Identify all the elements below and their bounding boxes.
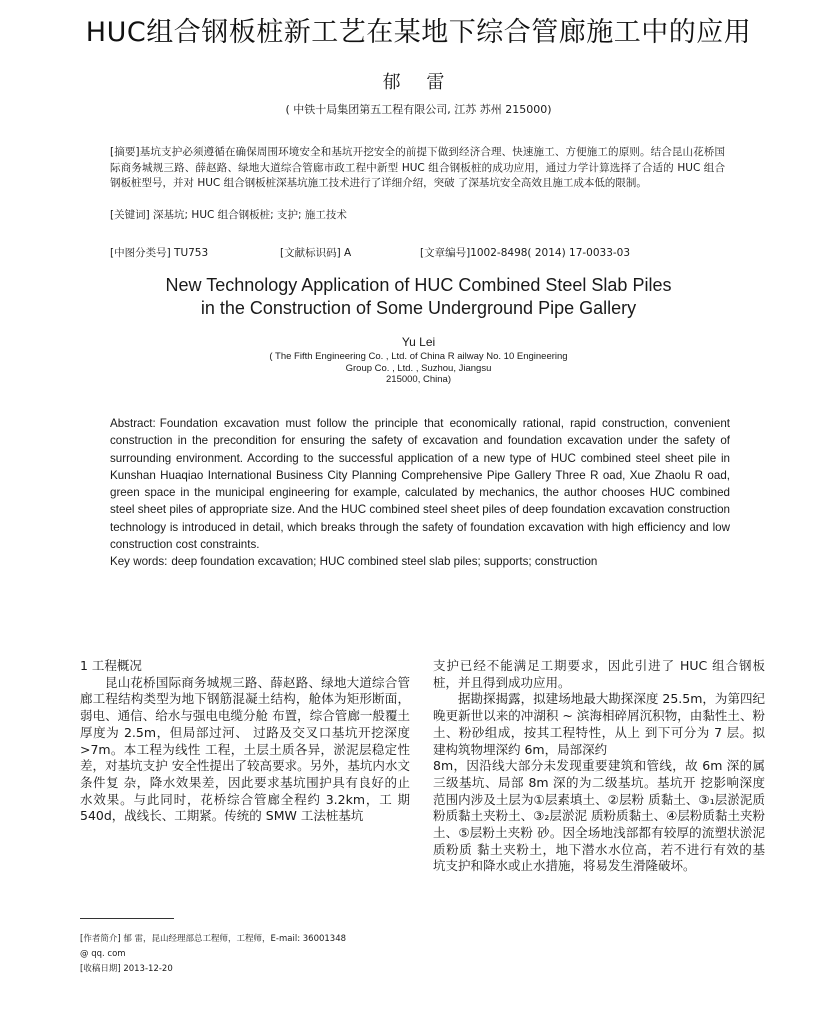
keywords-cn-text: 深基坑; HUC 组合钢板桩; 支护; 施工技术 (153, 209, 347, 221)
email-footnote: @ qq. com (80, 949, 126, 959)
title-en-line2: in the Construction of Some Underground Pipe Gallery (200, 298, 637, 318)
body-right-column (433, 658, 765, 875)
article-number: [文章编号]1002-8498( 2014) 17-0033-03 (420, 247, 631, 259)
keywords-cn-label: [关键词] (110, 209, 150, 221)
received-date-footnote: [收稿日期] 2013-12-20 (80, 964, 173, 974)
keywords-en-text: deep foundation excavation; HUC combined steel slab piles; supports; construction (171, 555, 598, 569)
keywords-en-label: Key words: (110, 555, 168, 569)
footnotes (80, 932, 420, 977)
body-paragraph: 支护已经不能满足工期要求，因此引进了 HUC 组合钢板桩，并且得到成功应用。 (433, 658, 765, 690)
paper-title-en (0, 274, 837, 320)
clc-number: [中图分类号] TU753 (110, 247, 209, 259)
document-code: [文献标识码] A (280, 247, 352, 259)
abstract-cn (110, 145, 725, 192)
affil-en-line1: ( The Fifth Engineering Co. , Ltd. of China R ailway No. 10 Engineering (269, 351, 568, 362)
abstract-en (110, 415, 730, 571)
author-info-footnote: [作者简介] 郁 雷，昆山经理部总工程师，工程师，E-mail: 36001348 (80, 934, 347, 944)
body-paragraph: 据勘探揭露，拟建场地最大勘探深度 25.5m，为第四纪晚更新世以来的冲湖积 ~ 滨海相碎屑沉积物，由黏性土、粉土、粉砂组成，按其工程特性，从上 到下可分为 7 层。拟建构筑物埋深约 6m，局部深约 (433, 691, 765, 757)
affiliation-en (0, 351, 837, 386)
keywords-en (110, 553, 730, 570)
paper-title-cn: HUC组合钢板桩新工艺在某地下综合管廊施工中的应用 (85, 17, 752, 48)
affiliation-cn: ( 中铁十局集团第五工程有限公司, 江苏 苏州 215000) (285, 103, 552, 116)
abstract-en-body (110, 415, 730, 553)
body-left-column (80, 658, 410, 825)
abstract-cn-label: [摘要] (110, 146, 140, 158)
title-en-line1: New Technology Application of HUC Combined Steel Slab Piles (165, 275, 672, 295)
affil-en-line2: Group Co. , Ltd. , Suzhou, Jiangsu (345, 362, 492, 374)
body-paragraph: 8m，因沿线大部分未发现重要建筑和管线，故 6m 深的属三级基坑、局部 8m 深的为二级基坑。基坑开 挖影响深度范围内涉及土层为①层素填土、②层粉 质黏土、③₁层淤泥质粉质黏土夹粉土、③₂层淤泥 质粉质黏土、④层粉质黏土夹粉土、⑤层粉土夹粉 砂。因全场地浅部都有较厚的流塑状淤泥质粉质 黏土夹粉土，地下潜水水位高，若不进行有效的基 坑支护和降水或止水措施，将易发生滑隆破坏。 (433, 758, 765, 874)
author-en: Yu Lei (401, 335, 436, 349)
abstract-en-text: Foundation excavation must follow the principle that economically rational, rapid construction, convenient construction in the precondition for ensuring the safety of excavation and foundation excavation under the safety of surrounding environment. According to the successful application of a new type of HUC combined steel sheet pile in Kunshan Huaqiao International Business City Planning Comprehensive Pipe Gallery Three R oad, Xue Zhaolu R oad, green space in the municipal engineering for example, calculated by mechanics, the author chooses HUC combined steel sheet piles of appropriate size. And the HUC combined steel sheet piles of deep foundation excavation construction technology is introduced in detail, which breaks through the safety of foundation excavation with high efficiency and low construction cost constraints. (110, 417, 730, 552)
footnote-divider (80, 918, 174, 919)
body-paragraph: 昆山花桥国际商务城规三路、薛赵路、绿地大道综合管廊工程结构类型为地下钢筋混凝土结构，舱体为矩形断面，弱电、通信、给水与强电电缆分舱 布置，综合管廊一般覆土厚度为 2.5m，但局部过河、 过路及交叉口基坑开挖深度 >7m。本工程为线性 工程，土层土质各异，淤泥层稳定性差，对基坑支护 安全性提出了较高要求。另外，基坑内水文条件复 杂，降水效果差，因此要求基坑围护具有良好的止 水效果。与此同时，花桥综合管廊全程约 3.2km，工 期 540d，战线长、工期紧。传统的 SMW 工法桩基坑 (80, 674, 410, 824)
author-cn: 郁 雷 (382, 72, 455, 93)
affil-en-line3: 215000, China) (386, 374, 451, 385)
section-heading: 1 工程概况 (80, 658, 142, 673)
abstract-en-label: Abstract: (110, 417, 156, 430)
abstract-cn-text: 基坑支护必须遵循在确保周围环境安全和基坑开挖安全的前提下做到经济合理、快速施工、方便施工的原则。结合昆山花桥国际商务城规三路、薛赵路、绿地大道综合管廊市政工程中新型 HUC 组合钢板桩的成功应用，通过力学计算选择了合适的 HUC 组合钢板桩型号，并对 HUC 组合钢板桩深基坑施工技术进行了详细介绍，突破 了深基坑安全高效且施工成本低的限制。 (110, 146, 725, 189)
keywords-cn (110, 207, 347, 222)
